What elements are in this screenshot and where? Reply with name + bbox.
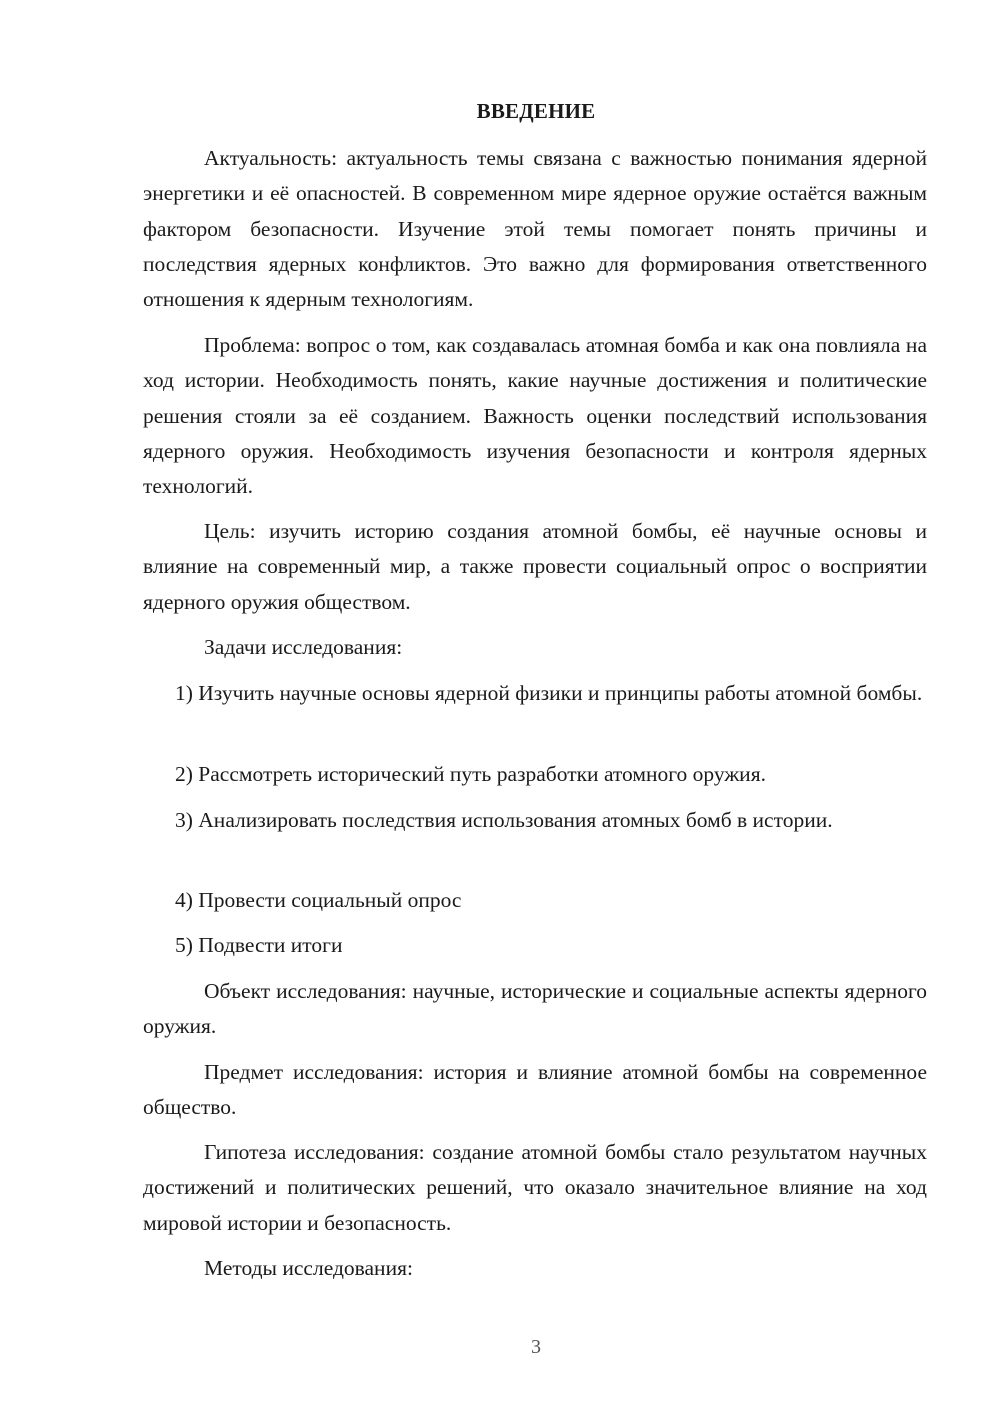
paragraph-problem: Проблема: вопрос о том, как создавалась атомная бомба и как она повлияла на ход истории. Необходимость понять, какие научные достижения и политические решения стояли за её созданием. Важность оценки последствий использования ядерного оружия. Необходимость изучения безопасности и контроля ядерных технологий. xyxy=(143,333,927,499)
paragraph-relevance: Актуальность: актуальность темы связана с важностью понимания ядерной энергетики и её опасностей. В современном мире ядерное оружие остаётся важным фактором безопасности. Изучение этой темы помогает понять причины и последствия ядерных конфликтов. Это важно для формирования ответственного отношения к ядерным технологиям. xyxy=(143,146,927,312)
task-item-1: 1) Изучить научные основы ядерной физики и принципы работы атомной бомбы. xyxy=(175,681,923,705)
page-title: ВВЕДЕНИЕ xyxy=(476,99,596,123)
page-number: 3 xyxy=(531,1336,541,1358)
task-item-5: 5) Подвести итоги xyxy=(175,933,343,957)
task-item-2: 2) Рассмотреть исторический путь разработки атомного оружия. xyxy=(175,762,766,786)
task-item-3: 3) Анализировать последствия использования атомных бомб в истории. xyxy=(175,808,833,832)
paragraph-object: Объект исследования: научные, исторические и социальные аспекты ядерного оружия. xyxy=(143,979,927,1039)
task-item-4: 4) Провести социальный опрос xyxy=(175,888,462,912)
paragraph-goal: Цель: изучить историю создания атомной бомбы, её научные основы и влияние на современный мир, а также провести социальный опрос о восприятии ядерного оружия обществом. xyxy=(143,519,927,614)
paragraph-subject: Предмет исследования: история и влияние атомной бомбы на современное общество. xyxy=(143,1060,927,1120)
paragraph-methods: Методы исследования: xyxy=(204,1256,413,1280)
paragraph-hypothesis: Гипотеза исследования: создание атомной бомбы стало результатом научных достижений и политических решений, что оказало значительное влияние на ход мировой истории и безопасность. xyxy=(143,1140,927,1235)
paragraph-tasks-heading: Задачи исследования: xyxy=(204,635,403,659)
